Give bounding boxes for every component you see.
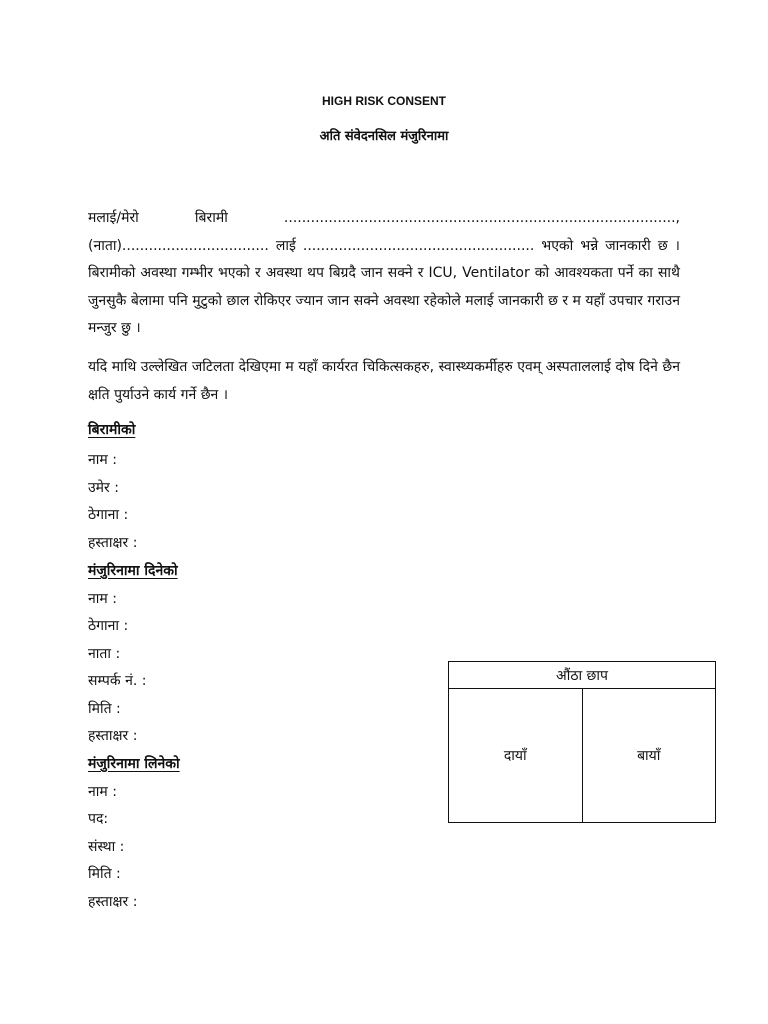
giver-contact-field: सम्पर्क नं. : xyxy=(88,673,147,689)
patient-signature-field: हस्ताक्षर : xyxy=(88,535,138,551)
patient-address-field: ठेगाना : xyxy=(88,507,129,523)
taker-name-field: नाम : xyxy=(88,784,117,800)
left-thumbprint-cell: बायाँ xyxy=(582,689,716,823)
consent-giver-section-heading: मंजुरिनामा दिनेको xyxy=(88,563,178,579)
giver-name-field: नाम : xyxy=(88,591,117,607)
form-title-english: HIGH RISK CONSENT xyxy=(321,94,446,108)
taker-date-field: मिति : xyxy=(88,866,121,882)
consent-taker-section-heading: मंजुरिनामा लिनेको xyxy=(88,756,180,772)
form-title-nepali: अति संवेदनसिल मंजुरिनामा xyxy=(319,129,449,144)
patient-name-field: नाम : xyxy=(88,452,117,468)
giver-date-field: मिति : xyxy=(88,701,121,717)
thumbprint-title: औंठा छाप xyxy=(449,662,716,689)
taker-signature-field: हस्ताक्षर : xyxy=(88,894,138,910)
consent-paragraph-2: यदि माथि उल्लेखित जटिलता देखिएमा म यहाँ कार्यरत चिकित्सकहरु, स्वास्थ्यकर्मीहरु एवम् अस्पताललाई दोष दिने छैन क्षति पुर्याउने कार्य गर्ने छैन । xyxy=(88,359,680,403)
giver-signature-field: हस्ताक्षर : xyxy=(88,728,138,744)
taker-designation-field: पद: xyxy=(88,811,109,827)
patient-age-field: उमेर : xyxy=(88,480,119,496)
thumbprint-table xyxy=(448,661,716,823)
giver-relation-field: नाता : xyxy=(88,646,121,662)
giver-address-field: ठेगाना : xyxy=(88,618,129,634)
consent-paragraph-1: मलाई/मेरो बिरामी ........................................................................................, (नाता)................................. लाई .................................................... भएको भन्ने जानकारी छ । बिरामीको अवस्था गम्भीर भएको र अवस्था थप बिग्रदै जान सक्ने र ICU, Ventilator को आवश्यकता पर्ने का साथै जुनसुकै बेलामा पनि मुटुको छाल रोकिएर ज्यान जान सक्ने अवस्था रहेकोले मलाई जानकारी छ र म यहाँ उपचार गराउन मन्जुर छु । xyxy=(88,210,680,336)
right-thumbprint-cell: दायाँ xyxy=(449,689,583,823)
patient-section-heading: बिरामीको xyxy=(88,422,136,438)
taker-organization-field: संस्था : xyxy=(88,839,125,855)
